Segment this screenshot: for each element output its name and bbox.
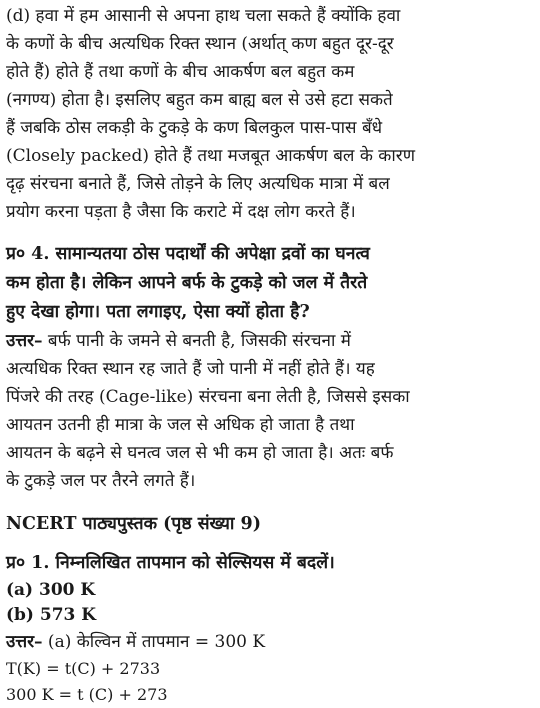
- question-4-block: [6, 240, 534, 495]
- question-1-answer: [6, 628, 534, 656]
- answer-first-line: [6, 628, 534, 656]
- formula-line: 300 K = t (C) + 273: [6, 685, 168, 704]
- formula-line: T(K) = t(C) + 2733: [6, 659, 161, 678]
- text-line: पिंजरे की तरह (Cage-like) संरचना बना लेती है, जिससे इसका: [6, 387, 410, 407]
- answer-label: उत्तर–: [6, 632, 43, 652]
- answer-text: (a) केल्विन में तापमान = 300 K: [42, 632, 266, 652]
- text-line: आयतन के बढ़ने से घनत्व जल से भी कम हो जाता है। अतः बर्फ: [6, 443, 394, 463]
- text-line: के टुकड़े जल पर तैरने लगते हैं।: [6, 471, 196, 491]
- text-line: दृढ़ संरचना बनाते हैं, जिसे तोड़ने के लिए अत्यधिक मात्रा में बल: [6, 174, 390, 194]
- question-line: प्र० 4. सामान्यतया ठोस पदार्थों की अपेक्षा द्रवों का घनत्व: [6, 244, 370, 264]
- text-line: अत्यधिक रिक्त स्थान रह जाते हैं जो पानी में नहीं होते हैं। यह: [6, 359, 375, 379]
- question-1-text: प्र० 1. निम्नलिखित तापमान को सेल्सियस में बदलें।: [6, 553, 335, 573]
- text-line: हैं जबकि ठोस लकड़ी के टुकड़े के कण बिलकुल पास-पास बँधे: [6, 118, 383, 138]
- option-a: (a) 300 K: [6, 580, 96, 600]
- text-line: (d) हवा में हम आसानी से अपना हाथ चला सकते हैं क्योंकि हवा: [6, 6, 401, 26]
- question-line: कम होता है। लेकिन आपने बर्फ के टुकड़े को जल में तैरते: [6, 273, 368, 293]
- text-line: (नगण्य) होता है। इसलिए बहुत कम बाह्य बल से उसे हटा सकते: [6, 90, 393, 110]
- text-line: प्रयोग करना पड़ता है जैसा कि कराटे में दक्ष लोग करते हैं।: [6, 202, 356, 222]
- answer-d-paragraph: [6, 0, 534, 226]
- text-line: (Closely packed) होते हैं तथा मजबूत आकर्षण बल के कारण: [6, 146, 416, 166]
- answer-first-line: [6, 327, 534, 355]
- text-line: के कणों के बीच अत्यधिक रिक्त स्थान (अर्थात् कण बहुत दूर-दूर: [6, 34, 394, 54]
- question-4-answer: [6, 327, 534, 495]
- text-line: होते हैं) होते हैं तथा कणों के बीच आकर्षण बल बहुत कम: [6, 62, 355, 82]
- answer-text: बर्फ पानी के जमने से बनती है, जिसकी संरचना में: [42, 331, 351, 351]
- answer-label: उत्तर–: [6, 331, 43, 351]
- question-1-block: [6, 549, 534, 708]
- question-line: हुए देखा होगा। पता लगाइए, ऐसा क्यों होता है?: [6, 302, 310, 322]
- section-heading: NCERT पाठ्यपुस्तक (पृष्ठ संख्या 9): [6, 514, 262, 534]
- question-4-text: [6, 240, 534, 327]
- text-line: आयतन उतनी ही मात्रा के जल से अधिक हो जाता है तथा: [6, 415, 355, 435]
- option-b: (b) 573 K: [6, 605, 97, 625]
